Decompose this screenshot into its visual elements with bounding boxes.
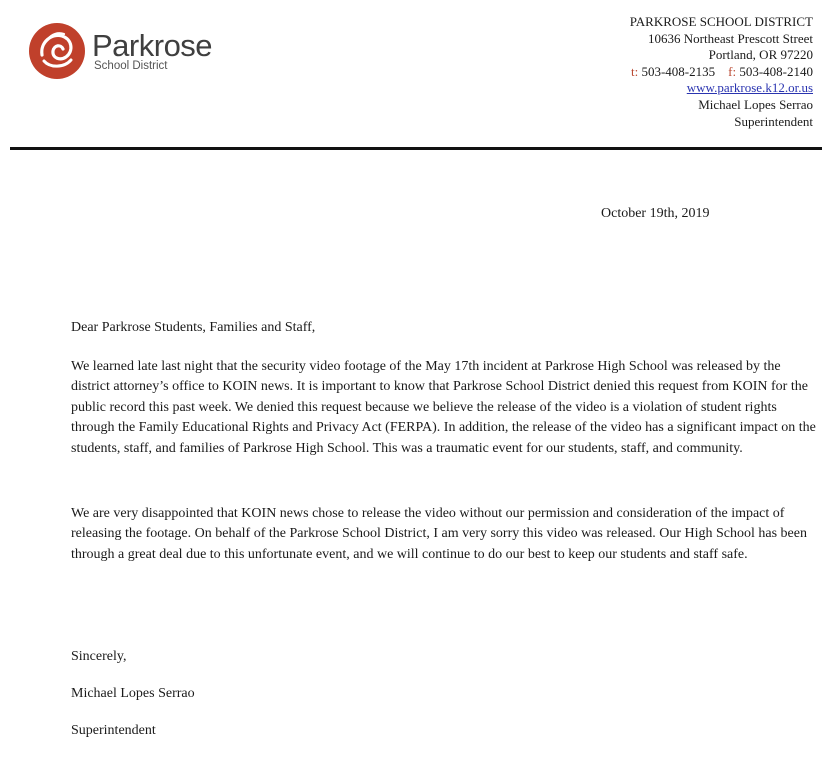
logo-subtitle: School District — [94, 60, 168, 72]
letter-date: October 19th, 2019 — [601, 206, 710, 221]
website-link[interactable]: www.parkrose.k12.or.us — [686, 80, 813, 96]
district-contact-block — [630, 14, 813, 130]
header-divider — [10, 147, 822, 150]
letter-paragraph-1 — [71, 357, 816, 459]
phone-number: 503-408-2135 — [641, 63, 716, 79]
superintendent-title: Superintendent — [734, 113, 813, 129]
paragraph-text: We learned late last night that the security video footage of the May 17th incident at Parkrose High School was released by the district attorney’s office to KOIN news. It is important to know that Parkrose School District denied this request from KOIN for the public record this past week. We denied this request because we believe the release of the video is a violation of student rights through the Family Educational Rights and Privacy Act (FERPA). In addition, the release of the video has a significant impact on the students, staff, and families of Parkrose High School. This was a traumatic event for our students, staff, and community. — [71, 359, 816, 456]
fax-label: f: — [728, 63, 737, 79]
letter-paragraph-2 — [71, 504, 816, 565]
city-state-zip: Portland, OR 97220 — [708, 47, 813, 63]
logo-wordmark: Parkrose — [92, 28, 213, 63]
superintendent-name: Michael Lopes Serrao — [698, 96, 813, 112]
closing: Sincerely, — [71, 649, 127, 664]
signer-title: Superintendent — [71, 723, 156, 738]
paragraph-text: We are very disappointed that KOIN news chose to release the video without our permission and consideration of the impact of releasing the footage. On behalf of the Parkrose School District, I am very sorry this video was released. Our High School has been through a great deal due to this unfortunate event, and we will continue to do our best to keep our students and staff safe. — [71, 506, 807, 562]
street-address: 10636 Northeast Prescott Street — [648, 30, 813, 46]
district-name: PARKROSE SCHOOL DISTRICT — [629, 14, 813, 29]
phone-fax-line — [630, 64, 813, 81]
salutation: Dear Parkrose Students, Families and Staff, — [71, 320, 316, 335]
signer-name: Michael Lopes Serrao — [71, 686, 195, 701]
district-logo — [28, 22, 228, 82]
fax-number: 503-408-2140 — [739, 63, 813, 79]
rose-logo-icon — [28, 22, 86, 80]
phone-label: t: — [630, 63, 639, 79]
